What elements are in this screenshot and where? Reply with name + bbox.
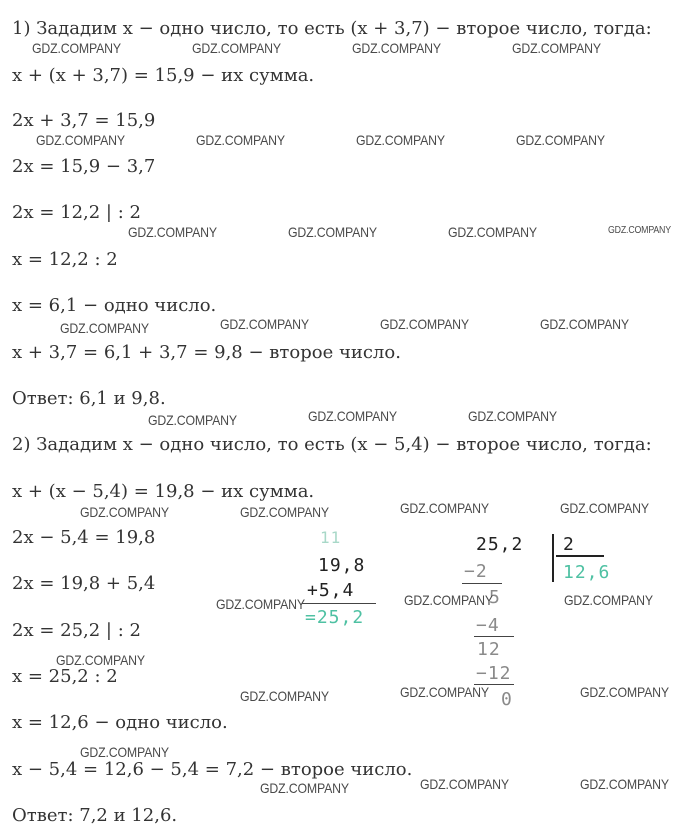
problem-1-step-2: 2x = 15,9 − 3,7: [12, 156, 156, 177]
division-step-3-subtrahend: −12: [476, 663, 512, 684]
watermark: GDZ.COMPANY: [512, 40, 601, 56]
problem-1-step-1: 2x + 3,7 = 15,9: [12, 110, 156, 131]
division-step-1-rule: [462, 583, 502, 584]
watermark: GDZ.COMPANY: [448, 224, 537, 240]
watermark: GDZ.COMPANY: [240, 688, 329, 704]
addition-result: =25,2: [305, 607, 365, 628]
problem-1-step-4: x = 12,2 : 2: [12, 249, 118, 270]
problem-2-first-number: x = 12,6 − одно число.: [12, 712, 228, 733]
watermark: GDZ.COMPANY: [148, 412, 237, 428]
problem-1-first-number: x = 6,1 − одно число.: [12, 295, 217, 316]
watermark: GDZ.COMPANY: [564, 592, 653, 608]
watermark: GDZ.COMPANY: [352, 40, 441, 56]
watermark: GDZ.COMPANY: [420, 776, 509, 792]
division-quotient: 12,6: [563, 562, 611, 583]
watermark: GDZ.COMPANY: [240, 504, 329, 520]
watermark: GDZ.COMPANY: [400, 500, 489, 516]
watermark: GDZ.COMPANY: [56, 652, 145, 668]
watermark: GDZ.COMPANY: [540, 316, 629, 332]
division-step-2-rule: [474, 636, 514, 637]
watermark: GDZ.COMPANY: [196, 132, 285, 148]
watermark: GDZ.COMPANY: [468, 408, 557, 424]
watermark: GDZ.COMPANY: [36, 132, 125, 148]
watermark: GDZ.COMPANY: [80, 504, 169, 520]
addition-term-1: 19,8: [318, 555, 366, 576]
watermark: GDZ.COMPANY: [32, 40, 121, 56]
problem-2-step-2: 2x = 19,8 + 5,4: [12, 573, 156, 594]
problem-2-sum-equation: x + (x − 5,4) = 19,8 − их сумма.: [12, 481, 315, 502]
watermark: GDZ.COMPANY: [580, 776, 669, 792]
addition-rule: [302, 603, 376, 604]
division-divisor: 2: [563, 534, 575, 555]
problem-2-step-1: 2x − 5,4 = 19,8: [12, 527, 156, 548]
division-bar: [552, 534, 554, 582]
problem-1-second-number: x + 3,7 = 6,1 + 3,7 = 9,8 − второе число.: [12, 342, 401, 363]
watermark: GDZ.COMPANY: [400, 684, 489, 700]
problem-2-step-4: x = 25,2 : 2: [12, 666, 118, 687]
watermark: GDZ.COMPANY: [580, 684, 669, 700]
watermark: GDZ.COMPANY: [128, 224, 217, 240]
problem-2-answer: Ответ: 7,2 и 12,6.: [12, 805, 178, 826]
watermark: GDZ.COMPANY: [404, 592, 493, 608]
watermark: GDZ.COMPANY: [60, 320, 149, 336]
problem-2-step-3: 2x = 25,2 | : 2: [12, 620, 141, 641]
division-step-3-remainder: 0: [501, 689, 513, 710]
problem-1-setup: 1) Зададим x − одно число, то есть (x + 3,7) − второе число, тогда:: [12, 18, 652, 39]
division-step-2-remainder: 12: [477, 639, 501, 660]
problem-1-answer: Ответ: 6,1 и 9,8.: [12, 388, 166, 409]
problem-2-setup: 2) Зададим x − одно число, то есть (x − 5,4) − второе число, тогда:: [12, 434, 652, 455]
watermark: GDZ.COMPANY: [380, 316, 469, 332]
division-step-1-subtrahend: −2: [464, 561, 488, 582]
problem-1-step-3: 2x = 12,2 | : 2: [12, 202, 141, 223]
watermark: GDZ.COMPANY: [608, 225, 671, 236]
watermark: GDZ.COMPANY: [216, 596, 305, 612]
addition-carry: 11: [320, 528, 342, 547]
division-dividend: 25,2: [476, 534, 524, 555]
watermark: GDZ.COMPANY: [356, 132, 445, 148]
watermark: GDZ.COMPANY: [80, 744, 169, 760]
watermark: GDZ.COMPANY: [260, 780, 349, 796]
watermark: GDZ.COMPANY: [288, 224, 377, 240]
watermark: GDZ.COMPANY: [220, 316, 309, 332]
watermark: GDZ.COMPANY: [192, 40, 281, 56]
watermark: GDZ.COMPANY: [516, 132, 605, 148]
watermark: GDZ.COMPANY: [308, 408, 397, 424]
division-step-2-subtrahend: −4: [476, 615, 500, 636]
watermark: GDZ.COMPANY: [560, 500, 649, 516]
division-divisor-rule: [556, 555, 604, 557]
addition-term-2: +5,4: [307, 580, 355, 601]
problem-2-second-number: x − 5,4 = 12,6 − 5,4 = 7,2 − второе число.: [12, 759, 413, 780]
problem-1-sum-equation: x + (x + 3,7) = 15,9 − их сумма.: [12, 65, 315, 86]
division-step-1-remainder: 5: [489, 587, 501, 608]
